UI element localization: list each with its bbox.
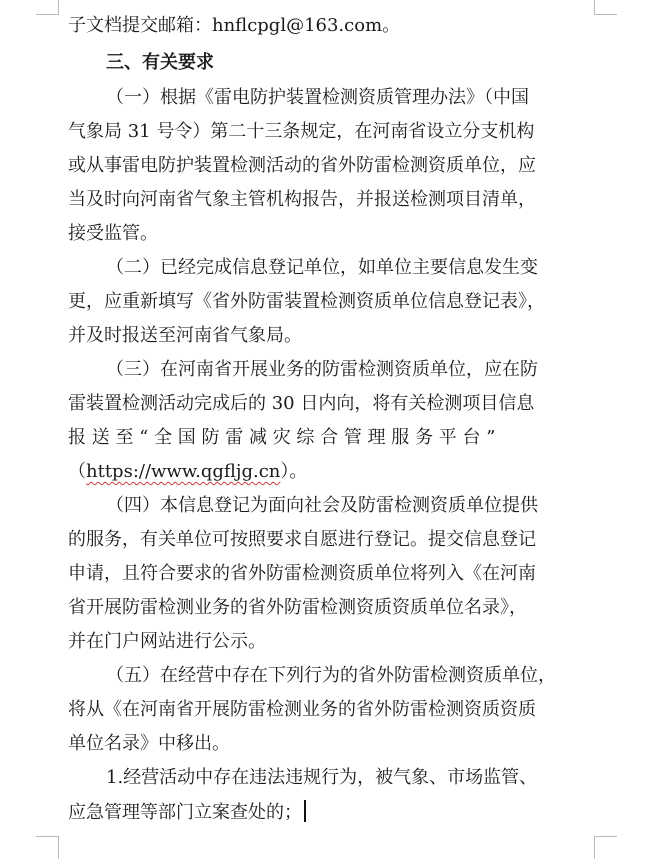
- section-heading: 三、有关要求: [106, 52, 214, 73]
- paragraph-line: （二）已经完成信息登记单位，如单位主要信息发生变: [106, 257, 538, 278]
- last-line: [68, 800, 306, 824]
- paragraph-line: （一）根据《雷电防护装置检测资质管理办法》（中国: [106, 87, 529, 108]
- paragraph-line: 将从《在河南省开展防雷检测业务的省外防雷检测资质资质: [68, 699, 536, 720]
- crop-mark-top-left: [36, 0, 59, 15]
- crop-mark-bottom-right: [594, 836, 617, 859]
- paragraph-line: （五）在经营中存在下列行为的省外防雷检测资质单位，: [106, 665, 556, 686]
- paragraph-line: 单位名录》中移出。: [68, 733, 230, 754]
- paragraph-line: （四）本信息登记为面向社会及防雷检测资质单位提供: [106, 495, 538, 516]
- paragraph-line: 气象局 31 号令）第二十三条规定，在河南省设立分支机构: [68, 121, 535, 142]
- paragraph-line: 的服务，有关单位可按照要求自愿进行登记。提交信息登记: [68, 529, 536, 550]
- email-line: 子文档提交邮箱：hnflcpgl@163.com。: [68, 15, 401, 36]
- url-line: [68, 460, 307, 484]
- paragraph-line: 报 送 至 “ 全 国 防 雷 减 灾 综 合 管 理 服 务 平 台 ”: [68, 427, 496, 448]
- paragraph-line: 省开展防雷检测业务的省外防雷检测资质资质单位名录》，: [68, 597, 527, 618]
- url-close-paren: ）。: [280, 461, 308, 482]
- paragraph-line: 当及时向河南省气象主管机构报告，并报送检测项目清单，: [68, 189, 536, 210]
- platform-url-link[interactable]: https://www.qgfljg.cn: [86, 461, 281, 482]
- paragraph-line: 或从事雷电防护装置检测活动的省外防雷检测资质单位，应: [68, 155, 536, 176]
- paragraph-line-text: 应急管理等部门立案查处的；: [68, 802, 302, 823]
- url-open-paren: （: [68, 461, 86, 482]
- crop-mark-bottom-left: [36, 836, 59, 859]
- paragraph-line: 并在门户网站进行公示。: [68, 631, 266, 652]
- paragraph-line: 接受监管。: [68, 223, 158, 244]
- paragraph-line: （三）在河南省开展业务的防雷检测资质单位，应在防: [106, 359, 538, 380]
- paragraph-line: 雷装置检测活动完成后的 30 日内向，将有关检测项目信息: [68, 393, 535, 414]
- paragraph-line: 申请，且符合要求的省外防雷检测资质单位将列入《在河南: [68, 563, 536, 584]
- crop-mark-top-right: [594, 0, 617, 15]
- paragraph-line: 更，应重新填写《省外防雷装置检测资质单位信息登记表》，: [68, 291, 545, 312]
- paragraph-line: 并及时报送至河南省气象局。: [68, 325, 302, 346]
- paragraph-line: 1.经营活动中存在违法违规行为，被气象、市场监管、: [106, 767, 538, 788]
- text-cursor: [304, 800, 306, 822]
